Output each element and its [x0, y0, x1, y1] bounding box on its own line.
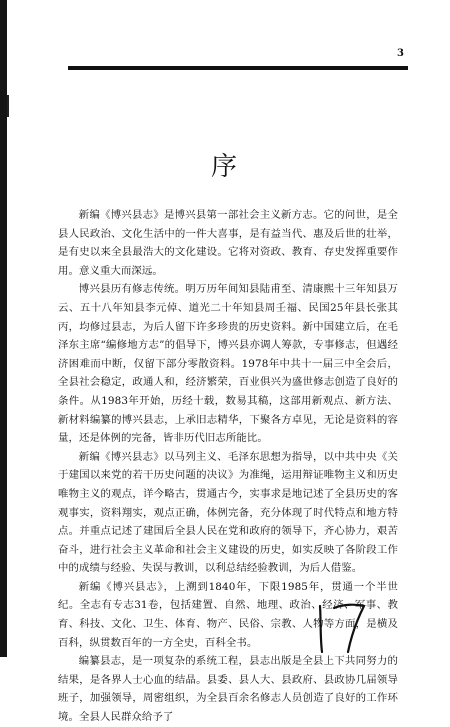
scan-left-edge-shadow [0, 0, 7, 657]
paragraph-5: 编纂县志，是一项复杂的系统工程，县志出版是全县上下共同努力的结果，是各界人士心血的结晶。县委、县人大、县政府、县政协几届领导班子，加强领导，周密组织，为全县百余名修志人员创造了良好的工作环境。全县人民群众给予了 [58, 655, 398, 724]
page-number: 3 [397, 48, 404, 59]
handwritten-page-mark [312, 600, 372, 655]
paragraph-1: 新编《博兴县志》是博兴县第一部社会主义新方志。它的问世，是全县人民政治、文化生活中的一件大喜事，是有益当代、惠及后世的壮举，是有史以来全县最浩大的文化建设。它将对资政、教育、存史发挥重要作用。意义重大而深远。 [58, 209, 398, 277]
paragraph-4: 新编《博兴县志》，上溯到1840年，下限1985年，贯通一个半世纪。全志有专志31卷，包括建置、自然、地理、政治、经济、军事、教育、科技、文化、卫生、体育、物产、民俗、宗教、人物等方面，是横及百科，纵贯数百年的一方全史，百科全书。 [58, 580, 398, 649]
paragraph-2: 博兴县历有修志传统。明万历年间知县陆甫至、清康熙十三年知县万云、五十八年知县李元倬、道光二十年知县周壬福、民国25年县长张其丙，均修过县志，为后人留下许多珍贵的历史资料。新中国建立后，在毛泽东主席“编修地方志”的倡导下，博兴县亦调人筹款，专事修志，但遇经济困难而中断，仅留下部分零散资料。1978年中共十一届三中全会后，全县社会稳定，政通人和，经济繁荣，百业俱兴为盛世修志创造了良好的条件。从1983年开始，历经十载，数易其稿，这部用新观点、新方法、新材料编纂的博兴县志，上承旧志精华，下聚各方卓见，无论是资料的容量，还是体例的完备，皆非历代旧志所能比。 [58, 283, 398, 445]
page-title: 序 [210, 152, 239, 182]
paragraph-3: 新编《博兴县志》以马列主义、毛泽东思想为指导，以中共中央《关于建国以来党的若干历史问题的决议》为准绳，运用辩证唯物主义和历史唯物主义的观点，详今略古，贯通古今，实事求是地记述了全县历史的客观事实，资料翔实，观点正确，体例完备，充分体现了时代特点和地方特点。并重点记述了建国后全县人民在党和政府的领导下，齐心协力，艰苦奋斗，进行社会主义革命和社会主义建设的历史，如实反映了各阶段工作中的成绩与经验、失误与教训，以利总结经验教训，为后人借鉴。 [58, 450, 398, 575]
header-rule [68, 66, 408, 70]
scan-binding-mark [7, 95, 9, 117]
